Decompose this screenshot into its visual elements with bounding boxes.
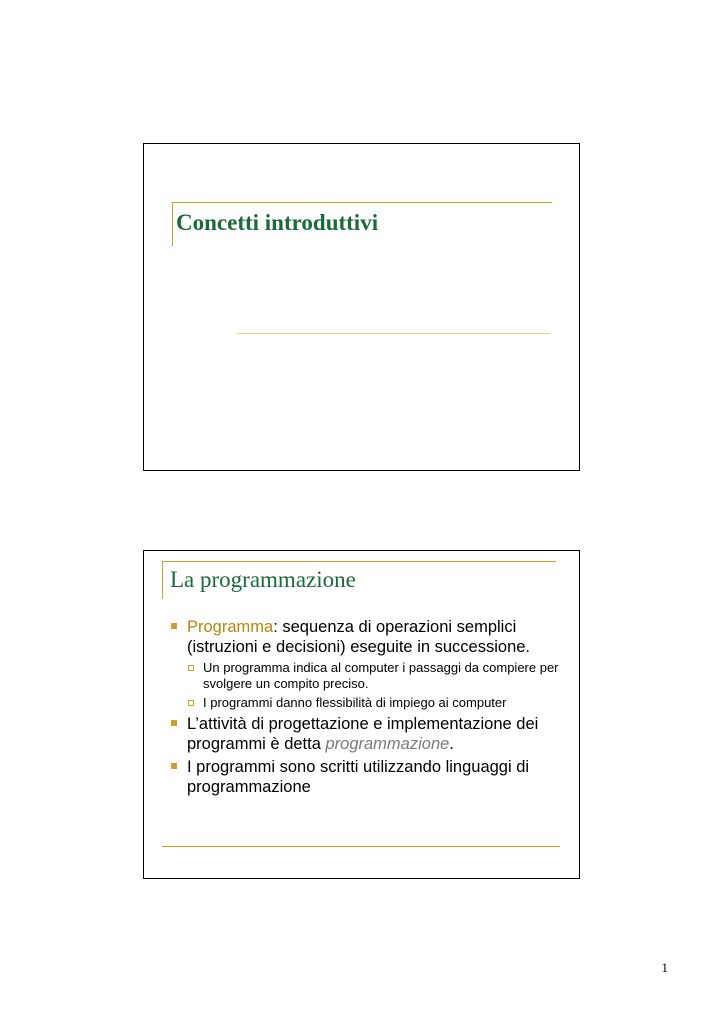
title-left-rule: [162, 561, 163, 599]
title-top-rule: [162, 561, 556, 562]
sub-bullet: [169, 695, 574, 711]
bullet-end: .: [449, 735, 454, 753]
bullet-attivita: [169, 714, 574, 754]
square-bullet-icon: [171, 623, 177, 629]
sub-bullet-text: I programmi danno flessibilità di impiego ai computer: [203, 695, 507, 710]
bullet-term: programmazione: [325, 735, 450, 753]
sub-bullet: [169, 660, 574, 692]
bottom-rule: [162, 846, 560, 847]
title-top-rule: [172, 202, 552, 203]
slide-2: [143, 550, 580, 879]
bullet-text: L’attività di progettazione e implementazione dei programmi è detta: [187, 715, 539, 753]
square-bullet-icon: [171, 763, 177, 769]
slide-body: [169, 617, 574, 800]
bullet-programma: [169, 617, 574, 657]
hollow-square-bullet-icon: [188, 665, 194, 671]
subtitle-rule: [237, 333, 550, 334]
slide-title: La programmazione: [170, 567, 356, 592]
bullet-text: I programmi sono scritti utilizzando linguaggi di programmazione: [187, 758, 530, 796]
hollow-square-bullet-icon: [188, 700, 194, 706]
bullet-term: Programma: [187, 618, 274, 636]
page-number: 1: [661, 960, 668, 975]
slide-title: Concetti introduttivi: [176, 210, 379, 235]
title-left-rule: [172, 202, 173, 246]
slide-1: [143, 143, 580, 471]
square-bullet-icon: [171, 720, 177, 726]
bullet-linguaggi: [169, 757, 574, 797]
sub-bullet-text: Un programma indica al computer i passaggi da compiere per svolgere un compito preciso.: [203, 660, 559, 691]
bullet-text: : sequenza di operazioni semplici (istruzioni e decisioni) eseguite in successione.: [187, 618, 531, 656]
